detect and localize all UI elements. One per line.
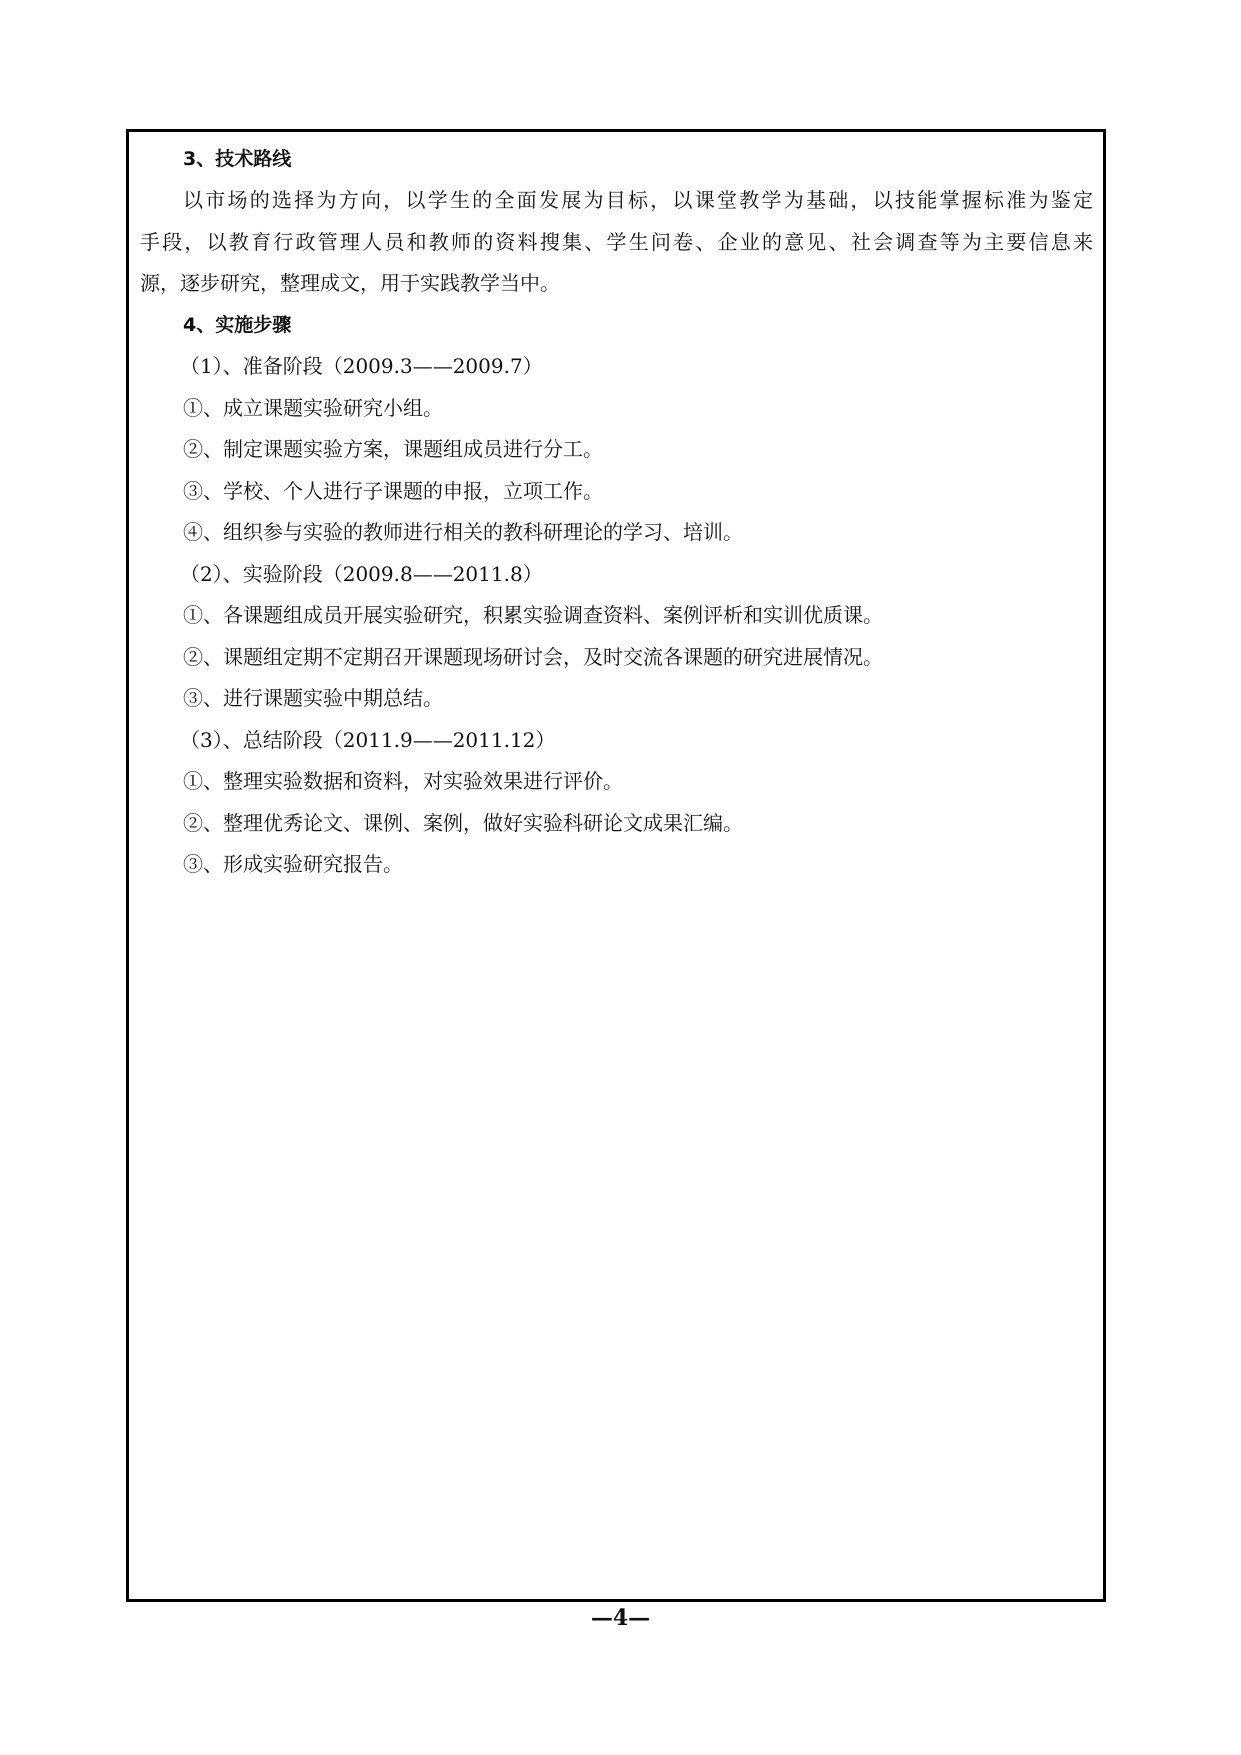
stage-title-summary: （3）、总结阶段（2011.9——2011.12）	[180, 728, 556, 752]
stage-item: ④、组织参与实验的教师进行相关的教科研理论的学习、培训。	[183, 520, 743, 544]
section-heading-route: 3、技术路线	[183, 148, 292, 170]
stage-title-preparation: （1）、准备阶段（2009.3——2009.7）	[180, 354, 543, 378]
stage-item: ③、学校、个人进行子课题的申报，立项工作。	[183, 479, 603, 503]
stage-title-experiment: （2）、实验阶段（2009.8——2011.8）	[180, 562, 543, 586]
route-paragraph-line-2: 手段，以教育行政管理人员和教师的资料搜集、学生问卷、企业的意见、社会调查等为主要信息来	[140, 230, 1093, 254]
stage-item: ②、整理优秀论文、课例、案例，做好实验科研论文成果汇编。	[183, 811, 743, 835]
route-paragraph-line-3: 源，逐步研究，整理成文，用于实践教学当中。	[140, 271, 560, 295]
stage-item: ②、课题组定期不定期召开课题现场研讨会，及时交流各课题的研究进展情况。	[183, 645, 883, 669]
stage-item: ③、形成实验研究报告。	[183, 852, 403, 876]
stage-item: ③、进行课题实验中期总结。	[183, 686, 443, 710]
page-number: —4—	[590, 1605, 651, 1631]
stage-item: ①、整理实验数据和资料，对实验效果进行评价。	[183, 769, 623, 793]
stage-item: ①、成立课题实验研究小组。	[183, 396, 443, 420]
stage-item: ①、各课题组成员开展实验研究，积累实验调查资料、案例评析和实训优质课。	[183, 603, 883, 627]
route-paragraph-line-1: 以市场的选择为方向，以学生的全面发展为目标，以课堂教学为基础，以技能掌握标准为鉴定	[183, 188, 1093, 212]
section-heading-steps: 4、实施步骤	[183, 314, 292, 336]
stage-item: ②、制定课题实验方案，课题组成员进行分工。	[183, 437, 603, 461]
